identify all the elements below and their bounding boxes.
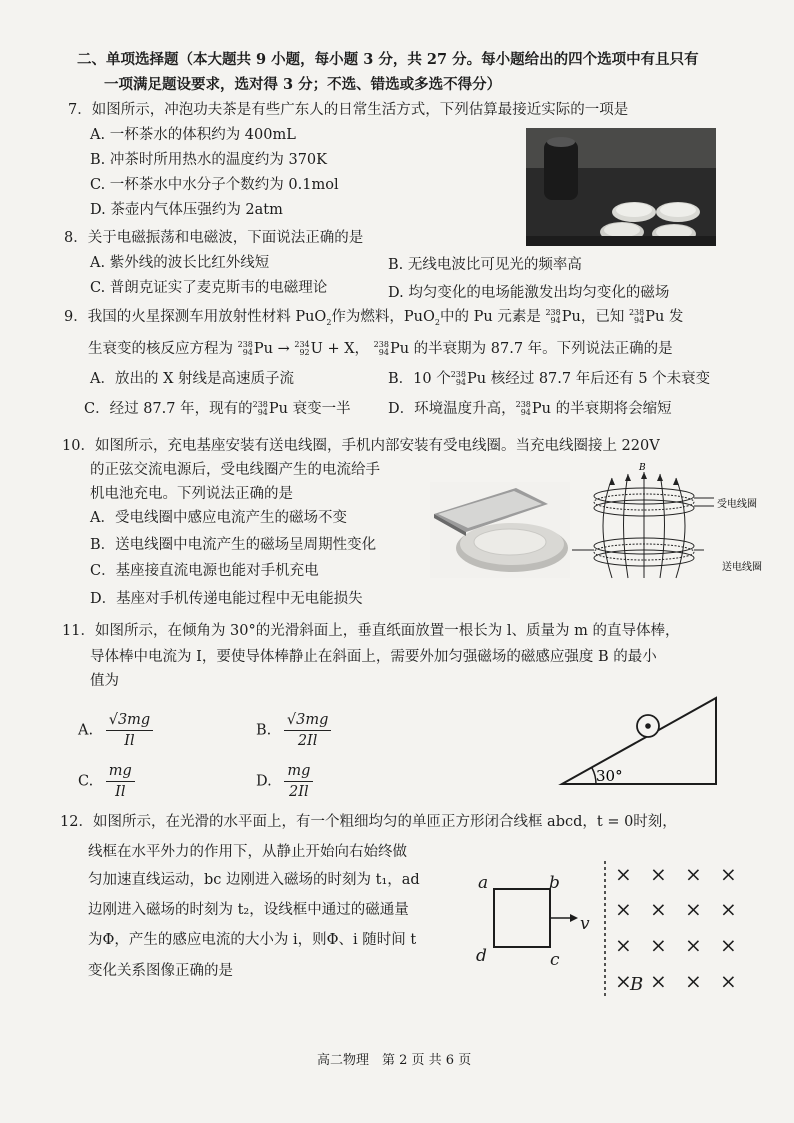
q8-option-a: A. 紫外线的波长比红外线短 <box>90 255 270 271</box>
velocity-label: v <box>580 914 590 934</box>
sending-coil-label: 送电线圈 <box>722 562 762 573</box>
field-cross: × <box>720 969 737 993</box>
page-footer: 高二物理 第 2 页 共 6 页 <box>317 1053 472 1068</box>
q11-option-d: D. $\frac{mg}{2Il}$ <box>256 762 313 801</box>
q9-option-a: A．放出的 X 射线是高速质子流 <box>90 371 295 387</box>
field-cross: × <box>720 897 737 921</box>
q7-option-a: A. 一杯茶水的体积约为 400mL <box>90 127 296 143</box>
magnetic-field-diagram <box>470 855 750 1005</box>
velocity-arrow <box>570 914 578 922</box>
q8-stem: 8．关于电磁振荡和电磁波，下面说法正确的是 <box>64 230 364 246</box>
q11-option-c: C. $\frac{mg}{Il}$ <box>78 762 135 801</box>
q12-stem-line3: 匀加速直线运动，bc 边刚进入磁场的时刻为 t₁，ad <box>88 872 420 888</box>
q9-stem-line1: 9．我国的火星探测车用放射性材料 PuO$_2$作为燃料，PuO$_2$中的 Pu 元素是 238 94 Pu，已知 238 94 Pu 发 <box>64 308 684 327</box>
field-cross: × <box>650 862 667 886</box>
q10-option-c: C．基座接直流电源也能对手机充电 <box>90 563 319 579</box>
field-cross: × <box>685 969 702 993</box>
q10-option-b: B．送电线圈中电流产生的磁场呈周期性变化 <box>90 537 377 553</box>
q12-stem-line2: 线框在水平外力的作用下，从静止开始向右始终做 <box>88 844 407 860</box>
q9-option-c: C．经过 87.7 年，现有的 238 94 Pu 衰变一半 <box>84 400 351 417</box>
vertex-b-label: b <box>549 873 560 893</box>
q8-option-b: B. 无线电波比可见光的频率高 <box>388 257 582 273</box>
section-title: 二、单项选择题（本大题共 9 小题，每小题 3 分，共 27 分。每小题给出的四个选项中有且只有 <box>77 51 699 68</box>
field-cross: × <box>650 969 667 993</box>
field-cross: × <box>615 862 632 886</box>
incline-diagram <box>556 692 726 792</box>
q12-stem-line5: 为Φ，产生的感应电流的大小为 i，则Φ、i 随时间 t <box>88 932 417 948</box>
field-cross: × <box>650 933 667 957</box>
q7-option-b: B. 冲茶时所用热水的温度约为 370K <box>90 152 327 168</box>
field-cross: × <box>685 862 702 886</box>
q7-option-d: D. 茶壶内气体压强约为 2atm <box>90 202 283 218</box>
q10-stem-line2: 的正弦交流电源后，受电线圈产生的电流给手 <box>90 462 380 478</box>
q7-option-c: C. 一杯茶水中水分子个数约为 0.1mol <box>90 177 339 193</box>
field-cross: × <box>685 897 702 921</box>
q7-stem: 7．如图所示，冲泡功夫茶是有些广东人的日常生活方式，下列估算最接近实际的一项是 <box>68 102 629 118</box>
q10-option-d: D．基座对手机传递电能过程中无电能损失 <box>90 591 363 607</box>
q9-option-d: D．环境温度升高， 238 94 Pu 的半衰期将会缩短 <box>388 400 672 417</box>
field-label: B <box>630 974 644 995</box>
q10-stem-line3: 机电池充电。下列说法正确的是 <box>90 486 293 502</box>
vertex-c-label: c <box>550 950 560 970</box>
coil-diagram <box>572 460 778 588</box>
q8-option-c: C. 普朗克证实了麦克斯韦的电磁理论 <box>90 280 328 296</box>
square-frame <box>494 889 550 947</box>
q12-stem-line4: 边刚进入磁场的时刻为 t₂，设线框中通过的磁通量 <box>88 902 409 918</box>
q9-option-b: B．10 个 238 94 Pu 核经过 87.7 年后还有 5 个未衰变 <box>388 370 711 387</box>
q10-stem-line1: 10．如图所示，充电基座安装有送电线圈，手机内部安装有受电线圈。当充电线圈接上 220V <box>62 438 660 454</box>
field-cross: × <box>650 897 667 921</box>
q10-option-a: A．受电线圈中感应电流产生的磁场不变 <box>90 510 347 526</box>
q11-option-b: B. $\frac{√3mg}{2Il}$ <box>256 711 331 750</box>
phone-charger-photo <box>430 482 570 578</box>
q11-option-a: A. $\frac{√3mg}{Il}$ <box>78 711 153 750</box>
q12-stem-line1: 12．如图所示，在光滑的水平面上，有一个粗细均匀的单匝正方形闭合线框 abcd，t = 0时刻， <box>60 814 677 830</box>
field-cross: × <box>685 933 702 957</box>
q11-stem-line3: 值为 <box>90 673 119 689</box>
section-title-cont: 一项满足题设要求，选对得 3 分；不选、错选或多选不得分） <box>104 76 502 93</box>
field-cross: × <box>615 897 632 921</box>
tea-photo <box>526 128 716 246</box>
q11-stem-line1: 11．如图所示，在倾角为 30°的光滑斜面上，垂直纸面放置一根长为 l、质量为 m 的直导体棒， <box>62 623 680 639</box>
field-cross: × <box>720 933 737 957</box>
field-cross: × <box>720 862 737 886</box>
incline-angle-label: 30° <box>596 767 623 785</box>
q9-stem-line2: 生衰变的核反应方程为 238 94 Pu → 234 92 U + X， 238 94 Pu 的半衰期为 87.7 年。下列说法正确的是 <box>88 340 673 357</box>
receiving-coil-label: 受电线圈 <box>717 499 757 510</box>
coil-field-label: B <box>639 463 646 473</box>
vertex-a-label: a <box>478 873 489 893</box>
q11-stem-line2: 导体棒中电流为 I，要使导体棒静止在斜面上，需要外加匀强磁场的磁感应强度 B 的最小 <box>90 649 657 665</box>
field-cross: × <box>615 933 632 957</box>
q8-option-d: D. 均匀变化的电场能激发出均匀变化的磁场 <box>388 285 670 301</box>
field-cross: × <box>615 969 632 993</box>
q12-stem-line6: 变化关系图像正确的是 <box>88 963 233 979</box>
vertex-d-label: d <box>476 946 487 966</box>
